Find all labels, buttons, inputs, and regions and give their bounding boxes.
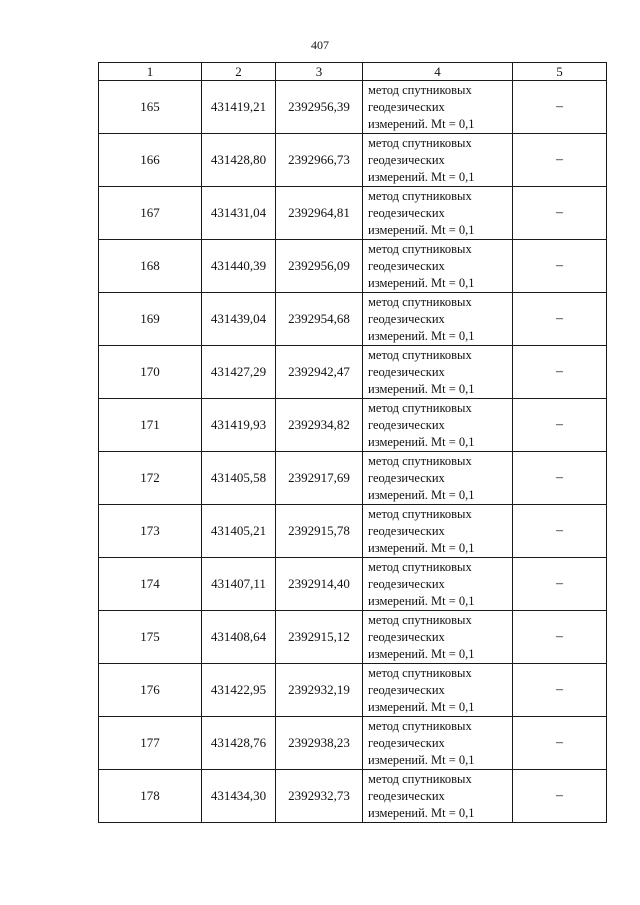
method-text-line: метод спутниковых: [368, 294, 472, 309]
table-row: [99, 187, 607, 240]
method-text-line: геодезических: [368, 364, 445, 379]
method-text-line: измерений. Mt = 0,1: [368, 752, 475, 767]
y-coordinate-cell: 2392917,69: [276, 452, 363, 505]
x-coordinate-cell: 431405,21: [202, 505, 276, 558]
method-text-line: измерений. Mt = 0,1: [368, 222, 475, 237]
method-text-line: метод спутниковых: [368, 453, 472, 468]
point-number-cell: 177: [99, 717, 202, 770]
method-cell: [363, 770, 513, 823]
point-number-cell: 167: [99, 187, 202, 240]
table-row: [99, 717, 607, 770]
method-cell: [363, 240, 513, 293]
note-cell: –: [513, 558, 607, 611]
note-cell: –: [513, 770, 607, 823]
table-row: [99, 134, 607, 187]
point-number-cell: 169: [99, 293, 202, 346]
table-row: [99, 770, 607, 823]
y-coordinate-cell: 2392964,81: [276, 187, 363, 240]
method-text-line: метод спутниковых: [368, 135, 472, 150]
note-cell: –: [513, 664, 607, 717]
y-coordinate-cell: 2392956,39: [276, 81, 363, 134]
x-coordinate-cell: 431431,04: [202, 187, 276, 240]
y-coordinate-cell: 2392942,47: [276, 346, 363, 399]
method-cell: [363, 717, 513, 770]
point-number-cell: 178: [99, 770, 202, 823]
method-text-line: измерений. Mt = 0,1: [368, 699, 475, 714]
method-text-line: измерений. Mt = 0,1: [368, 805, 475, 820]
table-row: [99, 81, 607, 134]
header-col-2: 2: [202, 63, 276, 81]
point-number-cell: 165: [99, 81, 202, 134]
note-cell: –: [513, 452, 607, 505]
method-cell: [363, 664, 513, 717]
x-coordinate-cell: 431428,76: [202, 717, 276, 770]
header-col-4: 4: [363, 63, 513, 81]
method-text-line: измерений. Mt = 0,1: [368, 487, 475, 502]
method-cell: [363, 346, 513, 399]
method-text-line: метод спутниковых: [368, 771, 472, 786]
method-text-line: геодезических: [368, 735, 445, 750]
method-cell: [363, 611, 513, 664]
table-body: [99, 81, 607, 823]
method-cell: [363, 134, 513, 187]
point-number-cell: 166: [99, 134, 202, 187]
header-col-5: 5: [513, 63, 607, 81]
y-coordinate-cell: 2392915,12: [276, 611, 363, 664]
page-number: 407: [311, 38, 329, 52]
method-text-line: геодезических: [368, 576, 445, 591]
method-text-line: геодезических: [368, 523, 445, 538]
x-coordinate-cell: 431419,21: [202, 81, 276, 134]
method-text-line: геодезических: [368, 152, 445, 167]
coordinates-table: [98, 62, 607, 823]
method-text-line: геодезических: [368, 682, 445, 697]
note-cell: –: [513, 717, 607, 770]
method-text-line: геодезических: [368, 205, 445, 220]
x-coordinate-cell: 431440,39: [202, 240, 276, 293]
note-cell: –: [513, 505, 607, 558]
note-cell: –: [513, 187, 607, 240]
note-cell: –: [513, 293, 607, 346]
table-row: [99, 664, 607, 717]
y-coordinate-cell: 2392966,73: [276, 134, 363, 187]
method-cell: [363, 452, 513, 505]
y-coordinate-cell: 2392938,23: [276, 717, 363, 770]
point-number-cell: 168: [99, 240, 202, 293]
table-row: [99, 452, 607, 505]
method-text-line: измерений. Mt = 0,1: [368, 116, 475, 131]
table-row: [99, 611, 607, 664]
method-text-line: измерений. Mt = 0,1: [368, 328, 475, 343]
method-text-line: геодезических: [368, 417, 445, 432]
method-text-line: геодезических: [368, 788, 445, 803]
point-number-cell: 170: [99, 346, 202, 399]
method-text-line: геодезических: [368, 629, 445, 644]
note-cell: –: [513, 240, 607, 293]
point-number-cell: 176: [99, 664, 202, 717]
point-number-cell: 174: [99, 558, 202, 611]
x-coordinate-cell: 431434,30: [202, 770, 276, 823]
method-text-line: измерений. Mt = 0,1: [368, 593, 475, 608]
point-number-cell: 175: [99, 611, 202, 664]
table-row: [99, 558, 607, 611]
table-row: [99, 240, 607, 293]
header-row: [99, 63, 607, 81]
table-header: [99, 63, 607, 81]
method-cell: [363, 399, 513, 452]
y-coordinate-cell: 2392915,78: [276, 505, 363, 558]
method-text-line: метод спутниковых: [368, 506, 472, 521]
method-text-line: метод спутниковых: [368, 82, 472, 97]
note-cell: –: [513, 346, 607, 399]
method-text-line: метод спутниковых: [368, 718, 472, 733]
y-coordinate-cell: 2392954,68: [276, 293, 363, 346]
note-cell: –: [513, 81, 607, 134]
table-row: [99, 293, 607, 346]
x-coordinate-cell: 431422,95: [202, 664, 276, 717]
method-text-line: измерений. Mt = 0,1: [368, 275, 475, 290]
method-text-line: метод спутниковых: [368, 612, 472, 627]
header-col-3: 3: [276, 63, 363, 81]
method-text-line: метод спутниковых: [368, 559, 472, 574]
x-coordinate-cell: 431405,58: [202, 452, 276, 505]
x-coordinate-cell: 431439,04: [202, 293, 276, 346]
method-text-line: метод спутниковых: [368, 665, 472, 680]
x-coordinate-cell: 431407,11: [202, 558, 276, 611]
method-cell: [363, 81, 513, 134]
method-text-line: измерений. Mt = 0,1: [368, 646, 475, 661]
y-coordinate-cell: 2392932,73: [276, 770, 363, 823]
method-text-line: геодезических: [368, 311, 445, 326]
method-text-line: метод спутниковых: [368, 400, 472, 415]
point-number-cell: 172: [99, 452, 202, 505]
x-coordinate-cell: 431428,80: [202, 134, 276, 187]
x-coordinate-cell: 431408,64: [202, 611, 276, 664]
x-coordinate-cell: 431419,93: [202, 399, 276, 452]
y-coordinate-cell: 2392914,40: [276, 558, 363, 611]
table-row: [99, 399, 607, 452]
method-text-line: метод спутниковых: [368, 347, 472, 362]
method-cell: [363, 187, 513, 240]
note-cell: –: [513, 399, 607, 452]
y-coordinate-cell: 2392932,19: [276, 664, 363, 717]
y-coordinate-cell: 2392934,82: [276, 399, 363, 452]
note-cell: –: [513, 134, 607, 187]
method-cell: [363, 505, 513, 558]
method-cell: [363, 293, 513, 346]
y-coordinate-cell: 2392956,09: [276, 240, 363, 293]
point-number-cell: 171: [99, 399, 202, 452]
method-text-line: измерений. Mt = 0,1: [368, 381, 475, 396]
table-row: [99, 505, 607, 558]
method-text-line: метод спутниковых: [368, 241, 472, 256]
method-text-line: измерений. Mt = 0,1: [368, 540, 475, 555]
method-text-line: геодезических: [368, 258, 445, 273]
method-cell: [363, 558, 513, 611]
method-text-line: измерений. Mt = 0,1: [368, 434, 475, 449]
method-text-line: метод спутниковых: [368, 188, 472, 203]
method-text-line: геодезических: [368, 470, 445, 485]
x-coordinate-cell: 431427,29: [202, 346, 276, 399]
method-text-line: измерений. Mt = 0,1: [368, 169, 475, 184]
table-row: [99, 346, 607, 399]
note-cell: –: [513, 611, 607, 664]
point-number-cell: 173: [99, 505, 202, 558]
method-text-line: геодезических: [368, 99, 445, 114]
header-col-1: 1: [99, 63, 202, 81]
